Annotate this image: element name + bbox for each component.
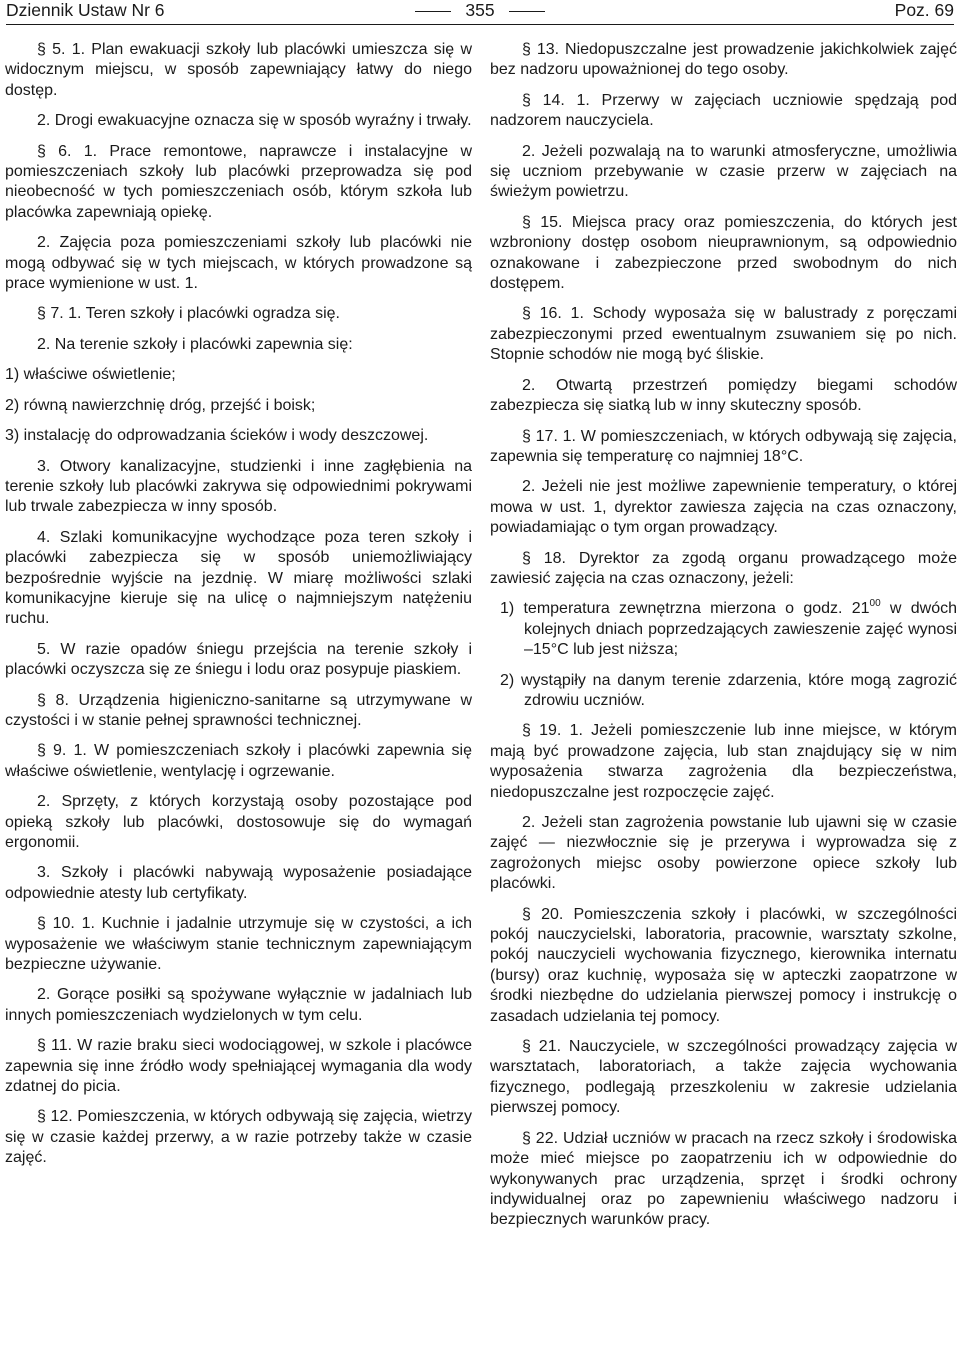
- paragraph: 4. Szlaki komunikacyjne wychodzące poza teren szkoły i placówki zabezpiecza się w sposób uniemożliwiający bezpośrednie wyjście na jezdnię. W miarę możliwości szlaki komunikacyjne kieruje się na ulicę o najmniejszym natężeniu ruchu.: [5, 528, 472, 628]
- paragraph: § 6. 1. Prace remontowe, naprawcze i instalacyjne w pomieszczeniach szkoły lub placówki przeprowadza się pod nieobecność w tych pomieszczeniach osób, którym szkoła lub placówka zapewniają opiekę.: [5, 142, 472, 221]
- dash-right: [509, 11, 545, 12]
- paragraph: 2. Jeżeli pozwalają na to warunki atmosferyczne, umożliwia się uczniom przebywanie w czasie przerw w zajęciach na świeżym powietrzu.: [490, 142, 957, 201]
- paragraph: 2. Na terenie szkoły i placówki zapewnia się:: [37, 335, 353, 353]
- list-item: 3) instalację do odprowadzania ścieków i wody deszczowej.: [5, 427, 429, 445]
- paragraph: 3. Szkoły i placówki nabywają wyposażenie posiadające odpowiednie atesty lub certyfikaty.: [5, 864, 472, 902]
- paragraph: § 22. Udział uczniów w pracach na rzecz szkoły i środowiska może mieć miejsce po zaopatrzeniu ich w odpowiednie do wykonywanych prac urządzenia, sprzęt i środki ochrony indywidualnej oraz po zapewnieniu właściwego nadzoru i bezpiecznych warunków pracy.: [490, 1129, 957, 1229]
- paragraph: 2. Drogi ewakuacyjne oznacza się w sposób wyraźny i trwały.: [37, 112, 472, 130]
- paragraph: § 17. 1. W pomieszczeniach, w których odbywają się zajęcia, zapewnia się temperaturę co najmniej 18°C.: [490, 427, 957, 465]
- paragraph: § 5. 1. Plan ewakuacji szkoły lub placówki umieszcza się w widocznym miejscu, w sposób zapewniający łatwy do niego dostęp.: [5, 41, 472, 99]
- paragraph: § 20. Pomieszczenia szkoły i placówki, w szczególności pokój nauczycielski, laboratoria, pracownie, warsztaty szkolne, pokój nauczycieli wychowania fizycznego, kierownika internatu (bursy) oraz kuchnię, wyposaża się w apteczki zaopatrzone w środki niezbędne do udzielania pierwszej pomocy i instrukcję o zasadach udzielania tej pomocy.: [490, 905, 957, 1025]
- page-number-wrap: [6, 0, 954, 20]
- paragraph: § 18. Dyrektor za zgodą organu prowadzącego może zawiesić zajęcia na czas oznaczony, jeżeli:: [490, 549, 957, 587]
- paragraph: § 12. Pomieszczenia, w których odbywają się zajęcia, wietrzy się w czasie każdej przerwy, a w razie potrzeby także w czasie zajęć.: [5, 1108, 472, 1167]
- paragraph: § 16. 1. Schody wyposaża się w balustrady z poręczami zabezpieczonymi przed ewentualnym zsuwaniem się po nich. Stopnie schodów nie mogą być śliskie.: [490, 305, 957, 364]
- list-item: 2) równą nawierzchnię dróg, przejść i boisk;: [5, 396, 316, 414]
- paragraph: § 11. W razie braku sieci wodociągowej, w szkole i placówce zapewnia się inne źródło wody spełniającej wymagania dla wody zdatnej do picia.: [5, 1037, 472, 1096]
- list-item: [490, 599, 957, 660]
- list-item-text: 1) temperatura zewnętrzna mierzona o godz. 21: [500, 600, 870, 618]
- right-column: [490, 40, 957, 1241]
- list-item: 1) właściwe oświetlenie;: [5, 366, 176, 384]
- paragraph: § 14. 1. Przerwy w zajęciach uczniowie spędzają pod nadzorem nauczyciela.: [490, 91, 957, 130]
- paragraph: 2. Zajęcia poza pomieszczeniami szkoły lub placówki nie mogą odbywać się w tych miejscach, w których prowadzone są prace wymienione w ust. 1.: [5, 234, 472, 293]
- dash-left: [415, 11, 451, 12]
- paragraph: § 21. Nauczyciele, w szczególności prowadzący zajęcia w warsztatach, laboratoriach, a także zajęcia wychowania fizycznego, podlegają przeszkoleniu w zakresie udzielania pierwszej pomocy.: [490, 1038, 957, 1117]
- paragraph: § 19. 1. Jeżeli pomieszczenie lub inne miejsce, w którym mają być prowadzone zajęcia, lub stan znajdujący się w nim wyposażenia stwarza zagrożenia dla bezpieczeństwa, niedopuszczalne jest rozpoczęcie zajęć.: [490, 722, 957, 801]
- list-item-text: w dwóch kolejnych dniach poprzedzających zawieszenie zajęć wynosi –15°C lub jest niższa;: [524, 600, 958, 659]
- paragraph: § 8. Urządzenia higieniczno-sanitarne są utrzymywane w czystości i w stanie pełnej sprawności technicznej.: [5, 691, 472, 729]
- paragraph: 2. Jeżeli stan zagrożenia powstanie lub ujawni się w czasie zajęć — niezwłocznie się je przerywa i wyprowadza się z zagrożonych miejsc osoby powierzone opiece szkoły lub placówki.: [490, 814, 957, 893]
- paragraph: 5. W razie opadów śniegu przejścia na terenie szkoły i placówki oczyszcza się ze śniegu i lodu oraz posypuje piaskiem.: [5, 640, 472, 679]
- paragraph: 2. Otwartą przestrzeń pomiędzy biegami schodów zabezpiecza się siatką lub w inny skuteczny sposób.: [490, 376, 957, 415]
- paragraph: 3. Otwory kanalizacyjne, studzienki i inne zagłębienia na terenie szkoły lub placówki zakrywa się odpowiednimi pokrywami lub trwale zabezpiecza w inny sposób.: [5, 457, 472, 516]
- paragraph: § 13. Niedopuszczalne jest prowadzenie jakichkolwiek zajęć bez nadzoru upoważnionej do tego osoby.: [490, 41, 957, 79]
- paragraph: 2. Gorące posiłki są spożywane wyłącznie w jadalniach lub innych pomieszczeniach wydzielonych w tym celu.: [5, 986, 472, 1024]
- paragraph: § 15. Miejsca pracy oraz pomieszczenia, do których jest wzbroniony dostęp osobom nieuprawnionym, są odpowiednio oznakowane i zabezpieczone przed swobodnym do nich dostępem.: [490, 213, 957, 293]
- left-column: [5, 40, 472, 1179]
- superscript: 00: [869, 598, 881, 610]
- paragraph: § 9. 1. W pomieszczeniach szkoły i placówki zapewnia się właściwe oświetlenie, wentylację i ogrzewanie.: [5, 742, 472, 780]
- paragraph: § 7. 1. Teren szkoły i placówki ogradza się.: [37, 305, 340, 323]
- journal-title: Dziennik Ustaw Nr 6: [6, 0, 165, 20]
- page-header: [6, 0, 954, 25]
- paragraph: 2. Jeżeli nie jest możliwe zapewnienie temperatury, o której mowa w ust. 1, dyrektor zawiesza zajęcia na czas oznaczony, powiadamiając o tym organ prowadzący.: [490, 478, 957, 537]
- paragraph: 2. Sprzęty, z których korzystają osoby pozostające pod opieką szkoły lub placówki, dostosowuje się do wymagań ergonomii.: [5, 793, 472, 851]
- position-label: Poz. 69: [894, 0, 954, 20]
- list-item: 2) wystąpiły na danym terenie zdarzenia, które mogą zagrozić zdrowiu uczniów.: [500, 671, 957, 709]
- page-number: 355: [465, 0, 495, 20]
- paragraph: § 10. 1. Kuchnie i jadalnie utrzymuje się w czystości, a ich wyposażenie we właściwym stanie technicznym zapewniającym bezpieczne używanie.: [5, 915, 472, 974]
